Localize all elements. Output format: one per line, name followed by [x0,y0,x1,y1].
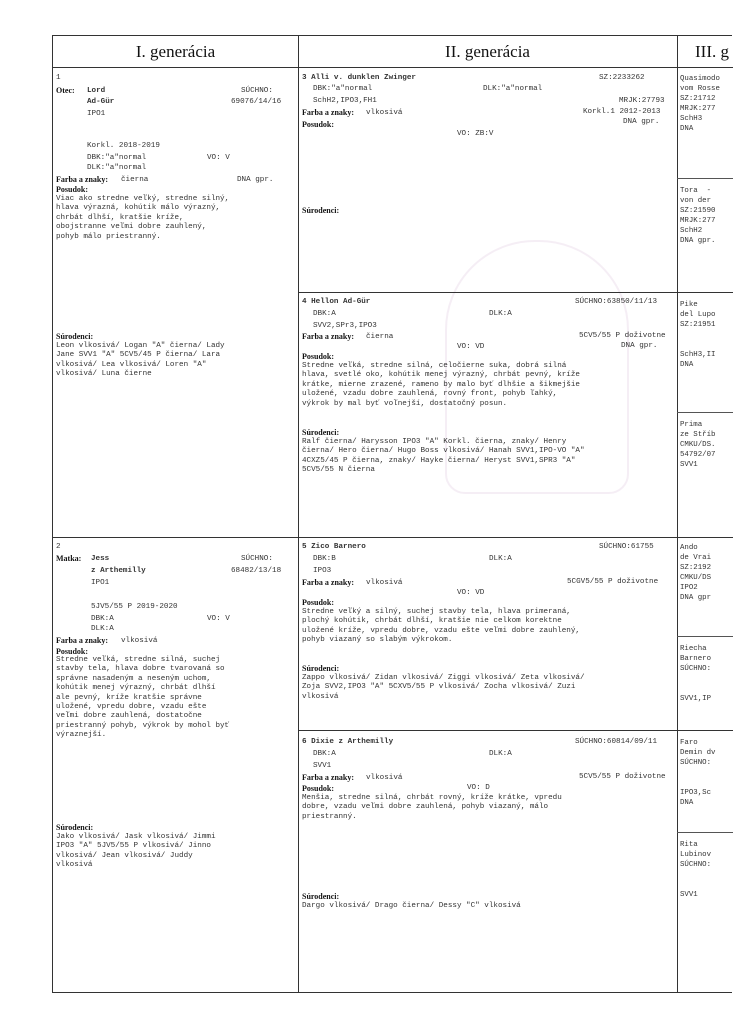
color-label: Farba a znaky: [302,108,354,117]
siblings-label: Súrodenci: [56,332,94,341]
gen3-entry-12: Riecha Barnero SÚCHNO: SVV1,IP [680,645,712,703]
mother-siblings: Jako vlkosivá/ Jask vlkosivá/ Jimmi IPO3 "A" 5JV5/55 P vlkosivá/ Jinno vlkosivá/ Jean vlkosivá/ Juddy vlkosivá [56,833,216,870]
mother-color: vlkosivá [121,637,158,645]
color-label: Farba a znaky: [302,332,354,341]
evaluation-label: Posudok: [56,185,89,194]
mother-titles: IPO1 [91,579,110,587]
father-dbk: DBK:"a"normal [87,154,147,162]
father-breeding: Korkl. 2018-2019 [87,142,160,150]
evaluation-text: Stredne veľká, stredne silná, celočierne suka, dobrá silná hlava, svetlé oko, kohútik menej výrazný, chrbát pevný, krížе krátke, mierne zrazené, rameno by malo byť dlhšie a šikmejšie uložené, vzadu dobre zauhlená, rovný front, pohyb ľahký, výkrok by mal byť voľnejší, dostatočný posun. [302,362,580,408]
pedigree-table [52,35,732,993]
breeding-value: 5CV5/55 P doživotne [579,773,666,781]
mother-label: Matka: [56,554,82,563]
row-divider [677,412,733,413]
siblings-label: Súrodenci: [302,892,340,901]
mother-evaluation: Stredne veľká, stredne silná, suchej stavby tela, hlava dobre tvarovaná so správne nasadeným a neseným uchom, kohútik menej výrazný, chrbát dlhší ale pevný, krížе kratšie správne uložené, vpredu dobre, vzadu ešte veľmi dobre zauhlená, dostatočne priestranný pohyb, výkrok by mohol byť výraznejší. [56,656,230,740]
reg-number: SÚCHNO:60814/09/11 [575,738,658,746]
row-divider [677,537,733,538]
entry-number: 1 [56,74,61,82]
father-siblings: Leon vlkosivá/ Logan "A" čierna/ Lady Jane SVV1 "A" 5CV5/45 P čierna/ Lara vlkosivá/ Lea vlkosivá/ Loren "A" vlkosivá/ Luna čierne [56,342,225,379]
entry-number: 5 [302,543,307,551]
dlk-value: DLK:A [489,555,512,563]
father-reg-number: 69076/14/16 [231,98,282,106]
breeding-value: 5CV5/55 P doživotne [579,332,666,340]
reg-number: SZ:2233262 [599,74,645,82]
dog-name: Dixie z Arthemilly [311,738,394,746]
color-value: čierna [366,333,394,341]
siblings-label: Súrodenci: [302,428,340,437]
evaluation-text: Stredne veľký a silný, suchej stavby tela, hlava primeraná, plochý kohútik, chrbát dlhší, kratšie nie celkom korektne uložené krížе, vpredu dobre, vzadu ešte veľmi dobre zauhlený, pohyb viazaný so slabým výkrokom. [302,608,580,645]
evaluation-label: Posudok: [302,352,335,361]
entry-number: 2 [56,543,61,551]
reg-number: SÚCHNO:61755 [599,543,654,551]
gen3-entry-7: Quasimodo vom Rosse SZ:21712 MRJK:277 SchH3 DNA [680,75,720,133]
entry-name [302,298,370,306]
father-color: čierna [121,176,149,184]
mother-name: Jess [91,555,110,563]
dna-value: DNA gpr. [621,342,658,350]
color-label: Farba a znaky: [302,773,354,782]
column-divider [298,36,299,992]
father-titles: IPO1 [87,110,106,118]
evaluation-text: Menšia, stredne silná, chrbát rovný, krížе krátke, vpredu dobre, vzadu veľmi dobre zauhlená, pohyb viazaný, málo priestranný. [302,794,562,821]
mother-dbk: DBK:A [91,615,114,623]
siblings-text: Dargo vlkosivá/ Drago čierna/ Dessy "C" vlkosivá [302,902,521,910]
dbk-value: DBK:A [313,310,336,318]
header-generation-2: II. generácia [445,41,530,61]
mother-reg-number: 68482/13/18 [231,567,282,575]
row-divider [677,292,733,293]
dna-value: DNA gpr. [623,118,660,126]
gen3-entry-14: Rita Lubinov SÚCHNO: SVV1 [680,841,712,899]
vo-value: VO: VD [457,343,485,351]
color-label: Farba a znaky: [56,175,108,184]
row-divider [298,292,677,293]
father-evaluation: Viac ako stredne veľký, stredne silný, hlava výrazná, kohútik málo výrazný, chrbát dlhší, kratšie kríže, obojstranne veľmi dobre zauhlený, pohyb málo priestranný. [56,195,230,241]
father-dna: DNA gpr. [237,176,274,184]
father-kennel: Ad-Gür [87,98,115,106]
gen3-entry-11: Ando de Vrai SZ:2192 CMKU/DS IPO2 DNA gpr [680,544,712,602]
row-divider [677,178,733,179]
header-divider [53,67,733,68]
breeding-value: 5CGV5/55 P doživotne [567,578,659,586]
entry-number: 3 [302,74,307,82]
evaluation-label: Posudok: [56,647,89,656]
titles: SVV1 [313,762,332,770]
siblings-label: Súrodenci: [56,823,94,832]
dlk-value: DLK:A [489,750,512,758]
color-value: vlkosivá [366,774,403,782]
vo-value: VO: D [467,784,490,792]
gen3-entry-9: Pike del Lupo SZ:21951 SchH3,II DNA [680,301,716,369]
dbk-value: DBK:"a"normal [313,85,373,93]
father-label: Otec: [56,86,75,95]
dlk-value: DLK:"a"normal [483,85,543,93]
color-value: vlkosivá [366,579,403,587]
header-generation-1: I. generácia [135,41,216,61]
mrjk-number: MRJK:27793 [619,97,665,105]
titles: IPO3 [313,567,332,575]
siblings-text: Zappo vlkosivá/ Zidan vlkosivá/ Ziggi vlkosivá/ Zeta vlkosivá/ Zoja SVV2,IPO3 "A" 5CXV5/55 P vlkosivá/ Zocha vlkosivá/ Zuzi vlkosivá [302,674,585,701]
row-divider [677,730,733,731]
mother-vo: VO: V [207,615,230,623]
dog-name: Zico Barnero [311,543,366,551]
gen3-entry-10: Prima ze Stříb CMKU/DS. 54792/07 SVV1 [680,421,716,469]
entry-number: 6 [302,738,307,746]
evaluation-label: Posudok: [302,120,335,129]
mother-breeding: 5JV5/55 P 2019-2020 [91,603,178,611]
father-name: Lord [87,87,106,95]
color-label: Farba a znaky: [302,578,354,587]
father-dlk: DLK:"a"normal [87,164,147,172]
siblings-label: Súrodenci: [302,664,340,673]
father-vo: VO: V [207,154,230,162]
color-value: vlkosivá [366,109,403,117]
row-divider [53,537,298,538]
gen3-entry-13: Faro Demin dv SÚCHNO: IPO3,Sc DNA [680,739,716,807]
mother-dlk: DLK:A [91,625,114,633]
header-generation-3: III. g [695,41,729,61]
dog-name: Alli v. dunklen Zwinger [311,74,416,82]
vo-value: VO: VD [457,589,485,597]
entry-name [302,543,366,551]
reg-number: SÚCHNO:63850/11/13 [575,298,658,306]
row-divider [677,832,733,833]
siblings-label: Súrodenci: [302,206,340,215]
row-divider [298,730,677,731]
gen3-entry-8: Tora - von der SZ:21590 MRJK:277 SchH2 DNA gpr. [680,187,716,245]
dbk-value: DBK:B [313,555,336,563]
mother-kennel: z Arthemilly [91,567,146,575]
column-divider [677,36,678,992]
row-divider [677,636,733,637]
entry-name [302,738,393,746]
entry-name [302,74,416,82]
dbk-value: DBK:A [313,750,336,758]
mother-reg-label: SÚCHNO: [241,555,273,563]
siblings-text: Ralf čierna/ Harysson IPO3 "A" Korkl. čierna, znaky/ Henry čierna/ Hero čierna/ Hugo Boss vlkosivá/ Hanah SVV1,IPO-VO "A" 4CXZ5/45 P čierna, znaky/ Hayke čierna/ Heryst SVV1,SPR3 "A" 5CV5/55 N čierna [302,438,585,475]
breeding-value: Korkl.1 2012-2013 [583,108,661,116]
vo-value: VO: ZB:V [457,130,494,138]
color-label: Farba a znaky: [56,636,108,645]
titles: SVV2,SPr3,IPO3 [313,322,377,330]
evaluation-label: Posudok: [302,784,335,793]
titles: SchH2,IPO3,FH1 [313,97,377,105]
dlk-value: DLK:A [489,310,512,318]
father-reg-label: SÚCHNO: [241,87,273,95]
evaluation-label: Posudok: [302,598,335,607]
entry-number: 4 [302,298,307,306]
dog-name: Hellon Ad-Gür [311,298,371,306]
row-divider [298,537,677,538]
